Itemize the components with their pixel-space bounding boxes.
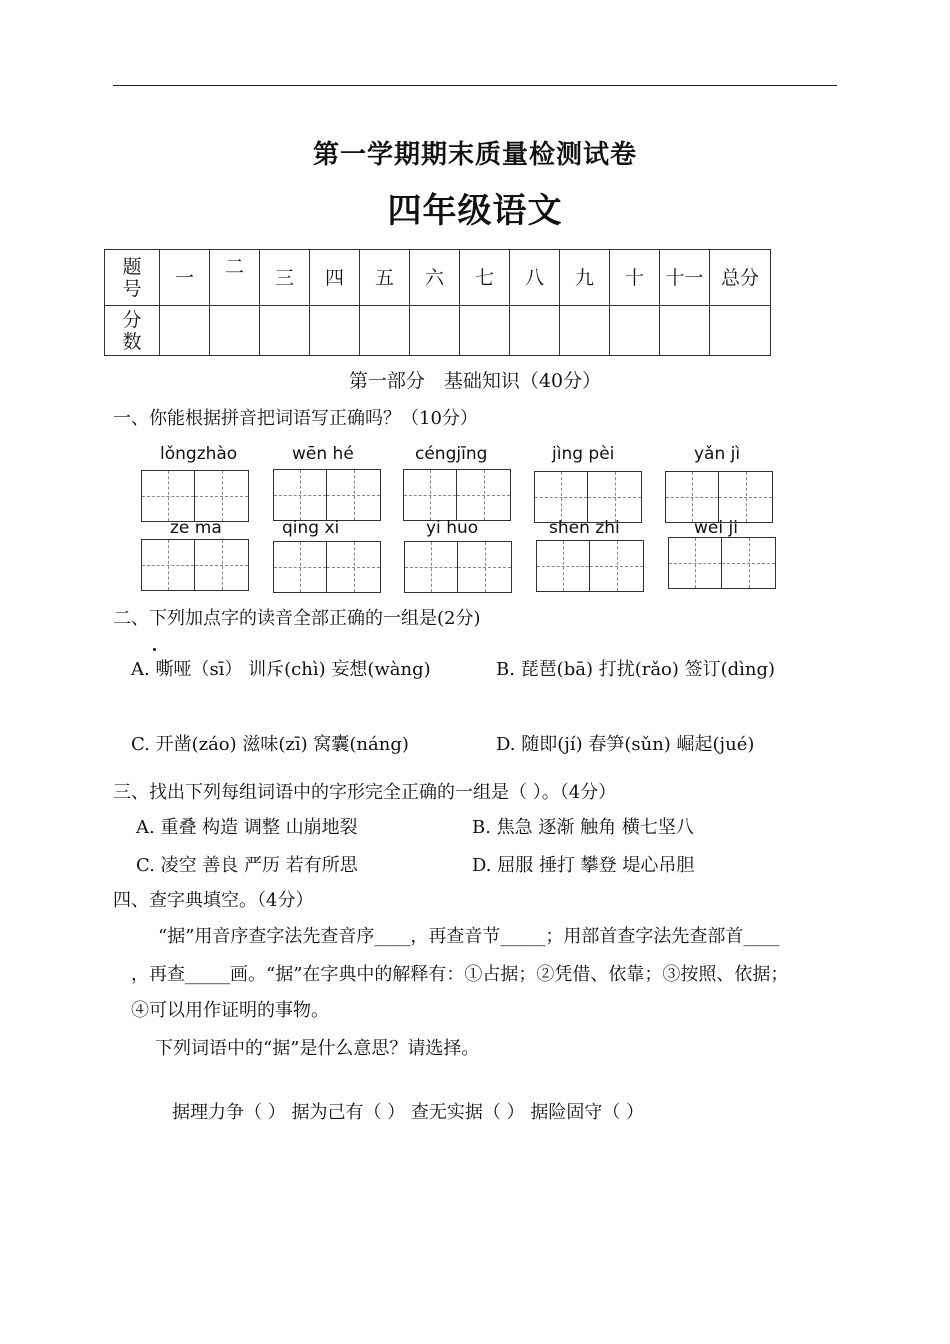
q4-text-line1: “据”用音序查字法先查音序____，再查音节_____；用部首查字法先查部首____ [158,926,780,947]
pinyin-label: shen zhi [549,518,620,538]
writing-grid[interactable] [534,471,643,523]
q4-text-line3: ④可以用作证明的事物。 [131,1000,329,1021]
pinyin-label: céngjīng [415,444,488,464]
q3-prompt: 三、找出下列每组词语中的字形完全正确的一组是（ ）。（4分） [113,782,617,803]
score-cell[interactable] [560,306,610,356]
score-row [105,306,771,356]
q3-option-c: C. 凌空 善良 严历 若有所思 [136,855,358,876]
col-header: 一 [160,250,210,306]
score-cell[interactable] [610,306,660,356]
pinyin-label: wēn hé [292,444,354,464]
pinyin-label: yi huo [426,518,479,538]
writing-grid[interactable] [141,539,250,591]
col-header: 五 [360,250,410,306]
col-header: 十一 [660,250,710,306]
question-number-row [105,250,771,306]
q4-text-line2: ，再查_____画。“据”在字典中的解释有：①占据；②凭借、依靠；③按照、依据； [131,964,789,985]
score-table [104,249,771,356]
col-header: 四 [310,250,360,306]
q3-option-a: A. 重叠 构造 调整 山崩地裂 [136,817,358,838]
writing-grid[interactable] [273,469,382,521]
writing-grid[interactable] [404,541,513,593]
pinyin-label: jìng pèi [552,444,615,464]
q1-prompt: 一、你能根据拼音把词语写正确吗？（10分） [113,408,478,429]
score-cell[interactable] [410,306,460,356]
emphasis-dot [153,648,156,651]
score-cell[interactable] [460,306,510,356]
exam-subtitle: 四年级语文 [387,191,563,231]
col-header: 十 [610,250,660,306]
score-cell[interactable] [160,306,210,356]
pinyin-label: qing xi [282,518,340,538]
row-label-score: 分数 [105,306,160,356]
q2-option-a: A. 嘶哑（sī） 训斥(chì) 妄想(wàng) [131,659,431,680]
writing-grid[interactable] [273,541,382,593]
col-header: 九 [560,250,610,306]
q4-choice-items: 据理力争（ ） 据为己有（ ） 查无实据（ ） 据险固守（ ） [172,1102,645,1123]
q4-text-line4: 下列词语中的“据”是什么意思？请选择。 [155,1038,480,1059]
exam-title: 第一学期期末质量检测试卷 [312,140,637,170]
score-cell[interactable] [310,306,360,356]
writing-grid[interactable] [668,537,777,589]
score-cell[interactable] [710,306,771,356]
pinyin-label: ze ma [170,518,222,538]
top-rule [113,85,837,86]
part1-heading: 第一部分 基础知识（40分） [348,370,602,392]
pinyin-label: lǒngzhào [160,444,238,464]
col-header: 六 [410,250,460,306]
q2-prompt: 二、下列加点字的读音全部正确的一组是(2分) [113,608,481,629]
score-cell[interactable] [660,306,710,356]
score-cell[interactable] [260,306,310,356]
score-cell[interactable] [360,306,410,356]
col-header: 七 [460,250,510,306]
score-cell[interactable] [510,306,560,356]
score-cell[interactable] [210,306,260,356]
q2-option-c: C. 开凿(záo) 滋味(zī) 窝囊(náng) [131,734,409,755]
col-header: 三 [260,250,310,306]
col-header: 二 [210,250,260,306]
q2-option-b: B. 琵琶(bā) 打扰(rǎo) 签订(dìng) [496,659,776,680]
col-header: 八 [510,250,560,306]
writing-grid[interactable] [141,470,250,522]
q2-option-d: D. 随即(jí) 春笋(sǔn) 崛起(jué) [496,734,755,755]
row-label-question-number: 题号 [105,250,160,306]
col-header-total: 总分 [710,250,771,306]
q4-prompt: 四、查字典填空。（4分） [113,890,314,911]
q3-option-b: B. 焦急 逐渐 触角 横七坚八 [472,817,694,838]
pinyin-label: yǎn jì [694,444,741,464]
writing-grid[interactable] [403,469,512,521]
q3-option-d: D. 屈服 捶打 攀登 堤心吊胆 [472,855,695,876]
writing-grid[interactable] [665,471,774,523]
pinyin-label: wei ji [694,518,738,538]
writing-grid[interactable] [536,540,645,592]
